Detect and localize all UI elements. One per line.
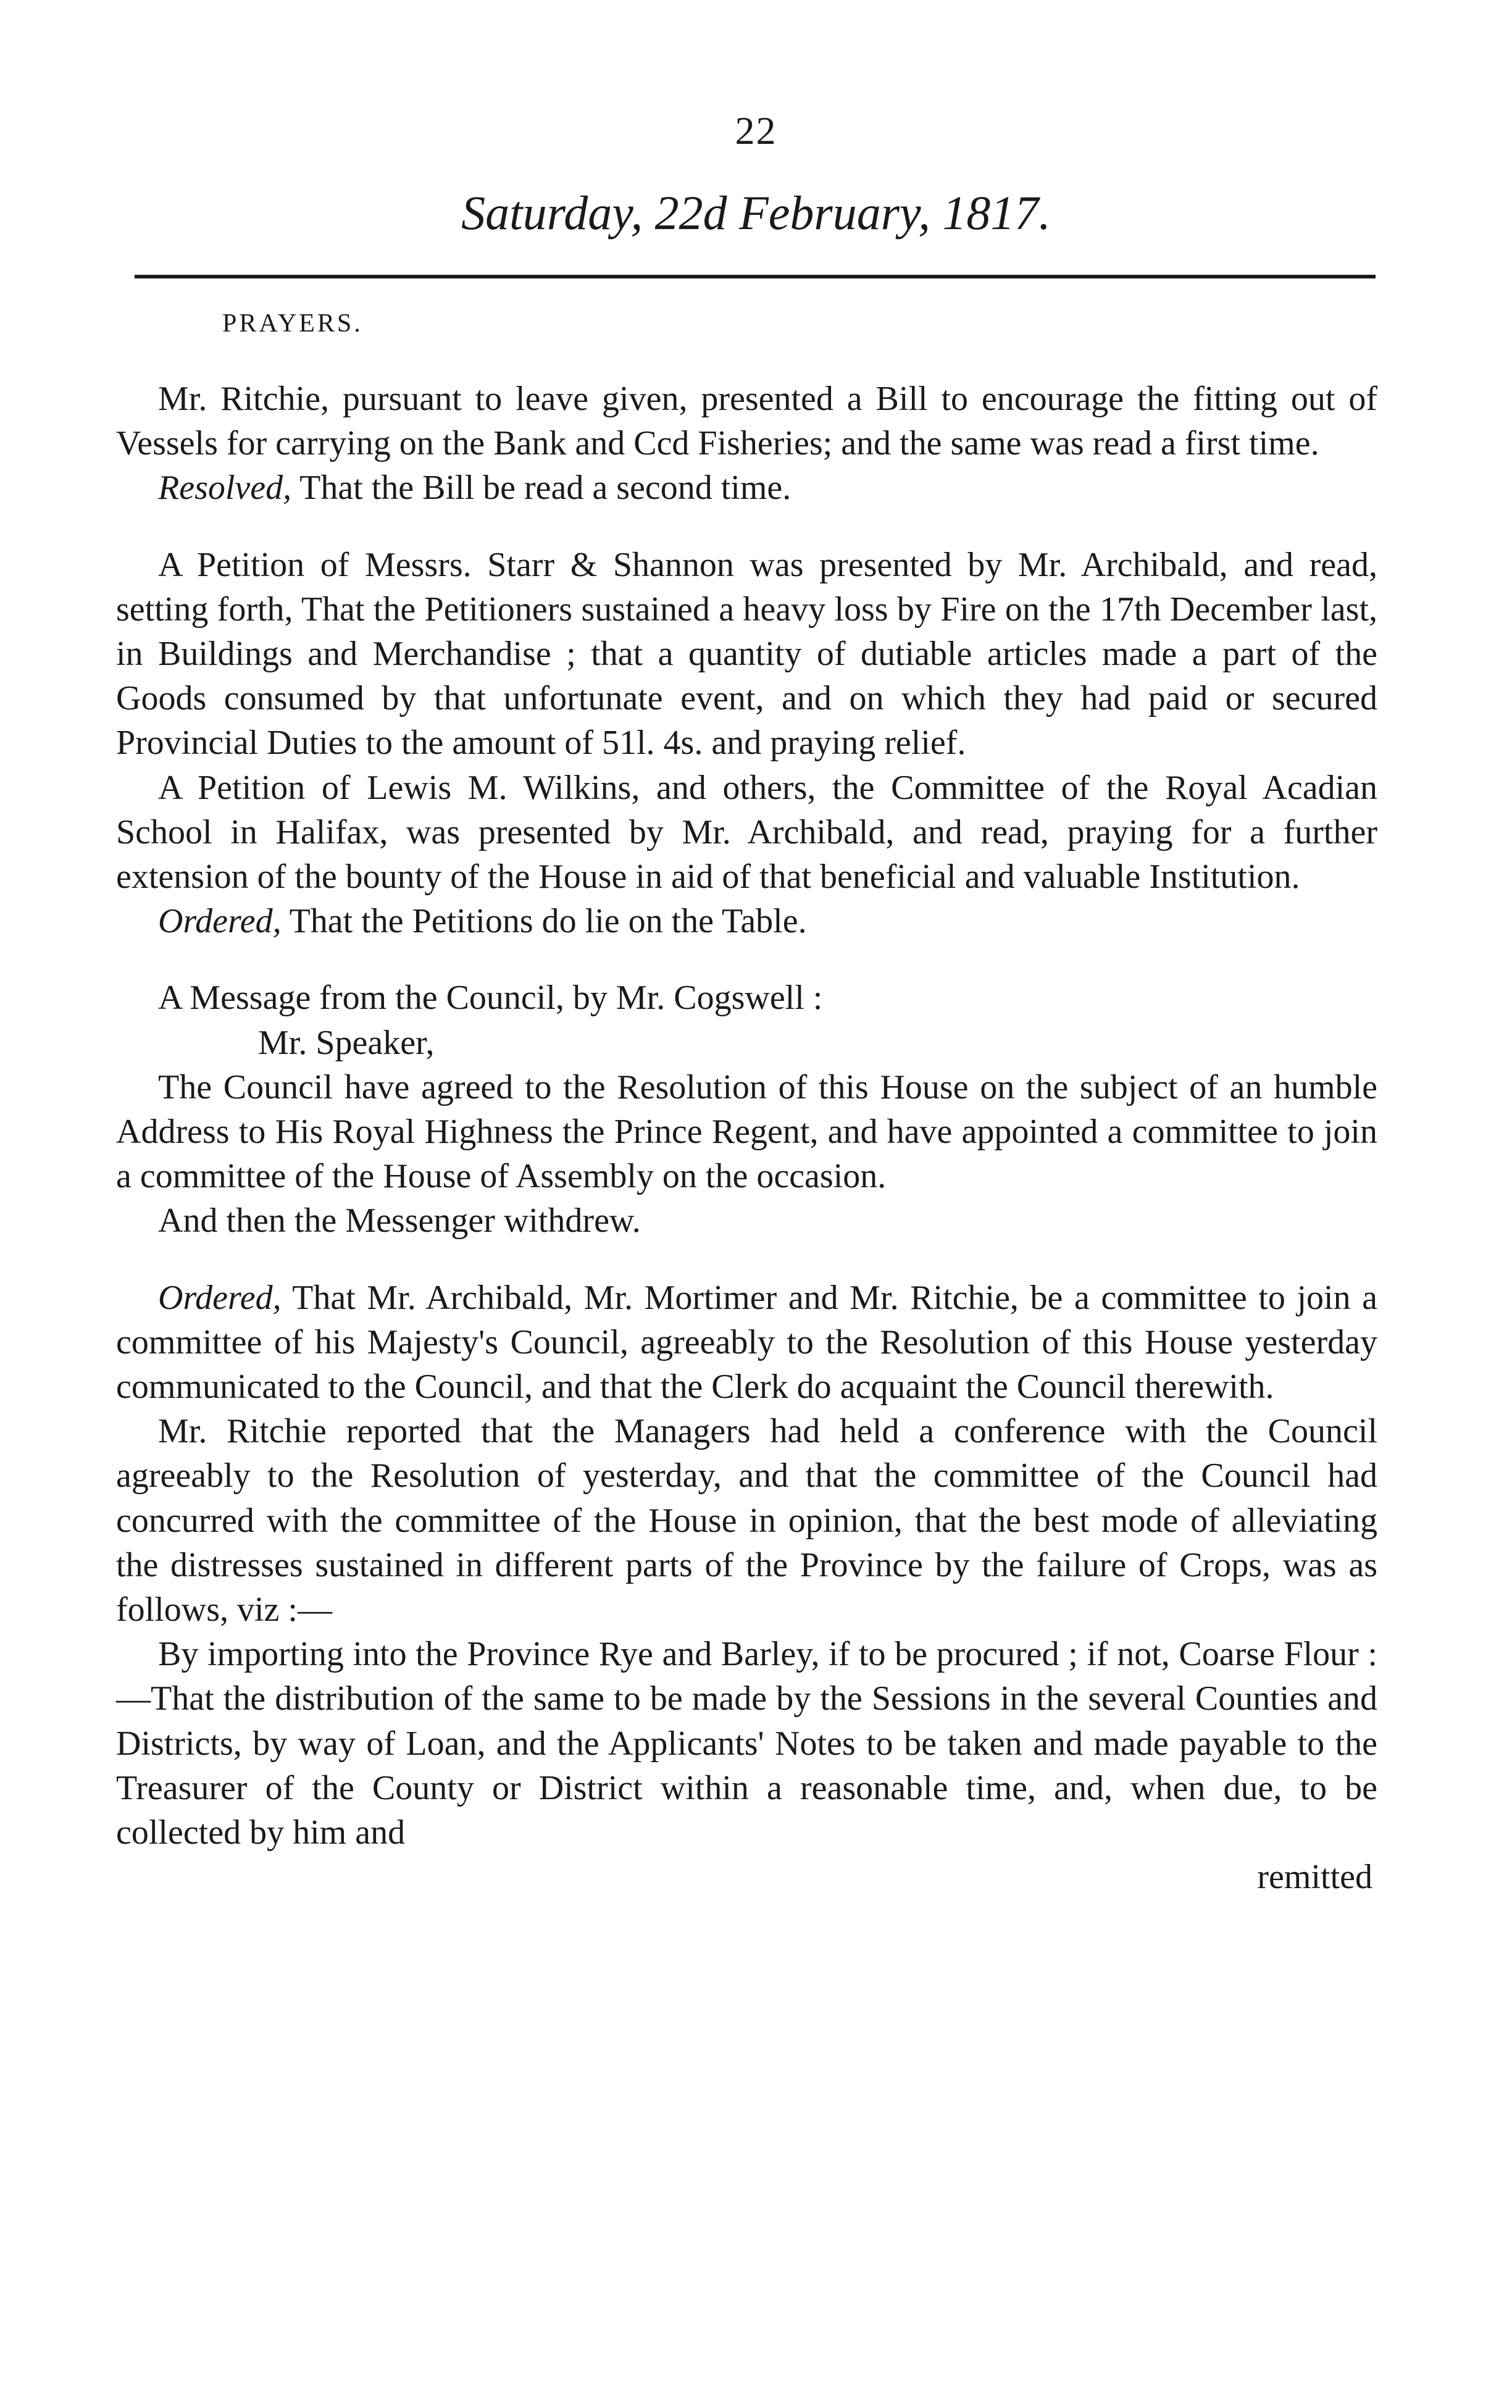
paragraph-text: By importing into the Province Rye and Barley, if to be procured ; if not, Coarse Flour :—That the distribution of the same to be made by the Sessions in the several Counties and Districts, by way of Loan, and the Applicants' Notes to be taken and made payable to the Treasurer of the County or District within a reasonable time, and, when due, to be collected by him and (116, 1635, 1377, 1852)
paragraph-text: The Council have agreed to the Resolution of this House on the subject of an humble Address to His Royal Highness the Prince Regent, and have appointed a committee to join a committee of the House of Assembly on the occasion. (116, 1068, 1377, 1196)
catchword: remitted (1257, 1858, 1372, 1897)
paragraph-message-council (116, 976, 1377, 1020)
paragraph-text: That Mr. Archibald, Mr. Mortimer and Mr. Ritchie, be a committee to join a committee of his Majesty's Council, agreeably to the Resolution of this House yesterday communicated to the Council, and that the Clerk do acquaint the Council therewith. (116, 1278, 1377, 1407)
paragraph-salutation (116, 1021, 1377, 1065)
paragraph-lead: Ordered, (158, 1278, 282, 1317)
paragraph-text: Mr. Speaker, (258, 1023, 435, 1062)
paragraph-text: And then the Messenger withdrew. (158, 1202, 641, 1240)
date-heading: Saturday, 22d February, 1817. (461, 186, 1051, 240)
paragraph-text: Mr. Ritchie reported that the Managers had held a conference with the Council agreeably to the Resolution of yesterday, and that the committee of the Council had concurred with the committee of the House in opinion, that the best mode of alleviating the distresses sustained in different parts of the Province by the failure of Crops, was as follows, viz :— (116, 1412, 1377, 1629)
header-rule (135, 275, 1376, 278)
paragraph-text: That the Petitions do lie on the Table. (281, 902, 807, 941)
paragraph-lead: Ordered, (158, 902, 282, 941)
paragraph-council-agreed (116, 1065, 1377, 1199)
paragraph-text: Mr. Ritchie, pursuant to leave given, presented a Bill to encourage the fitting out of Vessels for carrying on the Bank and Ccd Fisheries; and the same was read a first time. (116, 380, 1377, 463)
paragraph-ritchie-reported (116, 1409, 1377, 1632)
paragraph-petition-starr-shannon (116, 543, 1377, 766)
paragraph-resolved (116, 466, 1377, 510)
paragraph-text: A Message from the Council, by Mr. Cogswell : (158, 979, 823, 1018)
paragraph-bill-presented (116, 377, 1377, 466)
paragraph-text: A Petition of Messrs. Starr & Shannon was presented by Mr. Archibald, and read, setting forth, That the Petitioners sustained a heavy loss by Fire on the 17th December last, in Buildings and Merchandise ; that a quantity of dutiable articles made a part of the Goods consumed by that unfortunate event, and on which they had paid or secured Provincial Duties to the amount of 51l. 4s. and praying relief. (116, 545, 1377, 763)
journal-text (116, 377, 1377, 1900)
paragraph-text: That the Bill be read a second time. (291, 469, 792, 508)
paragraph-lead: Resolved, (158, 469, 292, 508)
paragraph-text: A Petition of Lewis M. Wilkins, and others, the Committee of the Royal Acadian School in Halifax, was presented by Mr. Archibald, and read, praying for a further extension of the bounty of the House in aid of that beneficial and valuable Institution. (116, 768, 1377, 897)
page-number: 22 (735, 109, 777, 153)
paragraph-ordered-committee (116, 1276, 1377, 1410)
paragraph-ordered-table (116, 899, 1377, 943)
section-label: PRAYERS. (222, 309, 363, 338)
paragraph-petition-acadian-school (116, 766, 1377, 900)
paragraph-messenger-withdrew (116, 1198, 1377, 1243)
paragraph-importing (116, 1632, 1377, 1855)
